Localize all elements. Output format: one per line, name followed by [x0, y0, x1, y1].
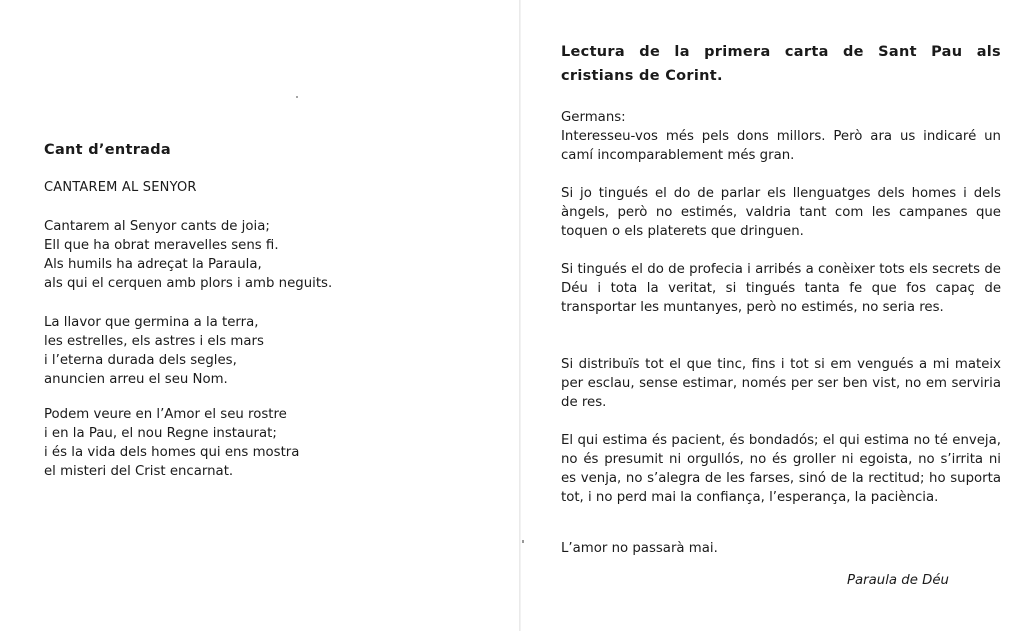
reading-paragraph-6: L’amor no passarà mai.: [561, 541, 718, 556]
stanza-line: el misteri del Crist encarnat.: [44, 464, 234, 479]
stanza-line: Cantarem al Senyor cants de joia;: [44, 219, 270, 234]
right-page: [521, 0, 1024, 631]
section-heading-entrance-song: Cant d’entrada: [44, 142, 172, 158]
song-title: CANTAREM AL SENYOR: [44, 180, 197, 195]
stanza-line: i l’eterna durada dels segles,: [44, 353, 237, 368]
stanza-line: i és la vida dels homes qui ens mostra: [44, 445, 300, 460]
stanza-line: les estrelles, els astres i els mars: [44, 334, 264, 349]
stanza-line: Podem veure en l’Amor el seu rostre: [44, 407, 287, 422]
reading-greeting: Germans:: [561, 110, 626, 125]
reading-paragraph-3: Si tingués el do de profecia i arribés a conèixer tots els secrets de Déu i tota la veritat, si tingués tanta fe que fos capaç de transportar les muntanyes, però no estimés, no seria res.: [561, 262, 1001, 315]
song-stanza-2: [44, 313, 264, 389]
song-stanza-3: [44, 405, 299, 481]
reading-paragraph-4: Si distribuïs tot el que tinc, fins i tot si em vengués a mi mateix per esclau, sense estimar, només per ser ben vist, no em serviria de res.: [561, 357, 1001, 410]
stanza-line: Als humils ha adreçat la Paraula,: [44, 257, 262, 272]
stanza-line: Ell que ha obrat meravelles sens fi.: [44, 238, 279, 253]
reading-closing: Paraula de Déu: [847, 573, 949, 588]
stanza-line: La llavor que germina a la terra,: [44, 315, 259, 330]
paper-speck: [296, 96, 298, 98]
stanza-line: als qui el cerquen amb plors i amb neguits.: [44, 276, 333, 291]
reading-paragraph-2: Si jo tingués el do de parlar els llenguatges dels homes i dels àngels, però no estimés, valdria tant com les campanes que toquen o els platerets que dringuen.: [561, 186, 1001, 239]
reading-heading: Lectura de la primera carta de Sant Pau als cristians de Corint.: [561, 44, 1001, 84]
reading-paragraph-5: El qui estima és pacient, és bondadós; el qui estima no té enveja, no és presumit ni orgullós, no és groller ni egoista, no s’irrita ni es venja, no s’alegra de les farses, sinó de la rectitud; ho suporta tot, i no perd mai la confiança, l’esperança, la paciència.: [561, 433, 1001, 505]
stanza-line: anuncien arreu el seu Nom.: [44, 372, 228, 387]
reading-paragraph-1: Interesseu-vos més pels dons millors. Però ara us indicaré un camí incomparablement més gran.: [561, 129, 1001, 163]
stanza-line: i en la Pau, el nou Regne instaurat;: [44, 426, 277, 441]
song-stanza-1: [44, 217, 332, 293]
